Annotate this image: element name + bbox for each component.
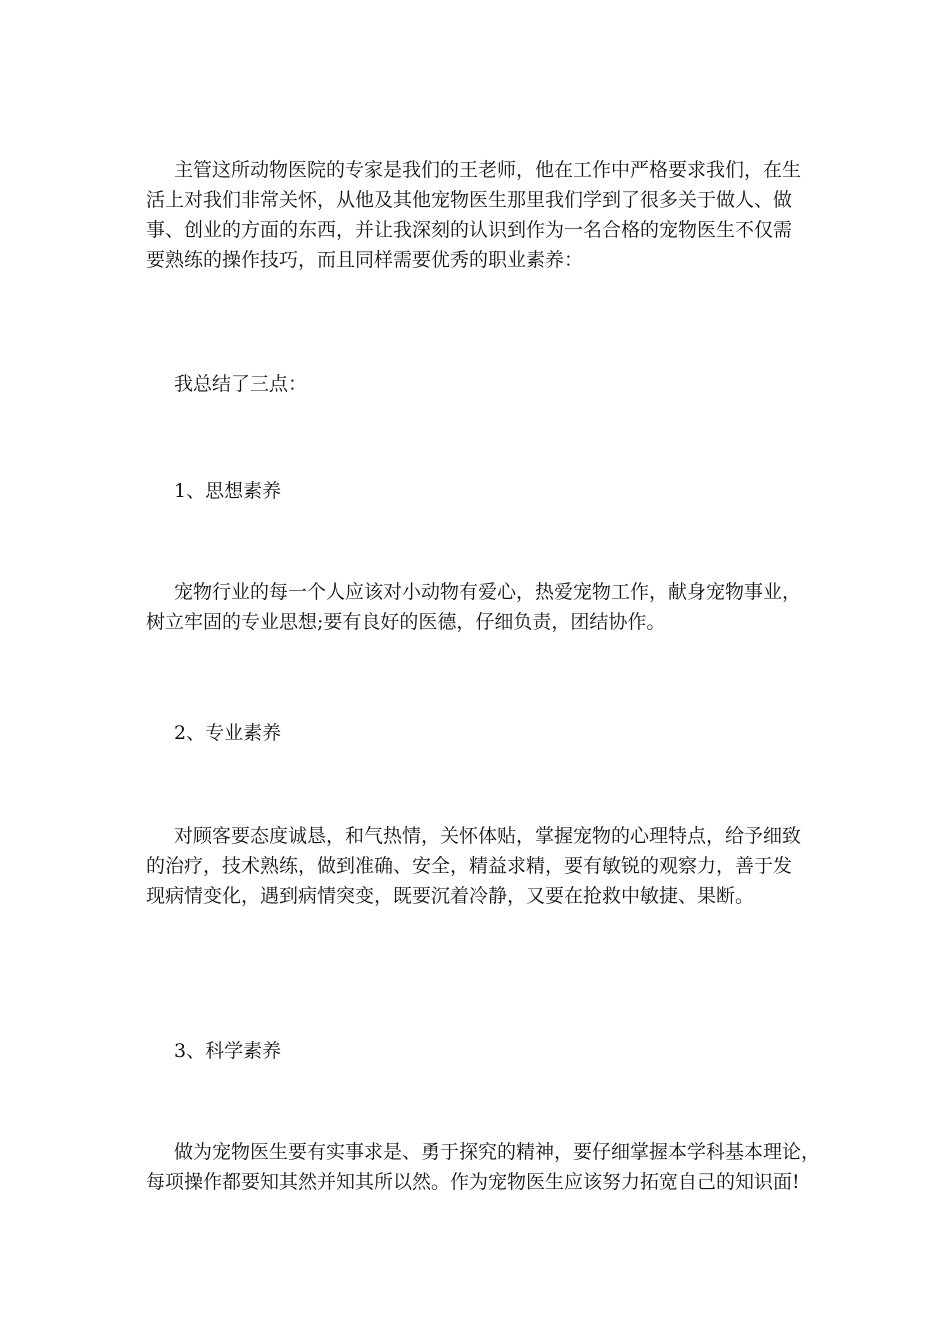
paragraph-line: 活上对我们非常关怀，从他及其他宠物医生那里我们学到了很多关于做人、做 xyxy=(146,189,793,211)
summary-paragraph xyxy=(146,369,814,399)
paragraph-line: 树立牢固的专业思想;要有良好的医德，仔细负责，团结协作。 xyxy=(146,611,666,633)
section-heading-text: 3、科学素养 xyxy=(174,1040,282,1062)
section-heading-1 xyxy=(146,476,814,506)
paragraph-line: 做为宠物医生要有实事求是、勇于探究的精神，要仔细掌握本学科基本理论， xyxy=(174,1141,821,1163)
summary-text: 我总结了三点： xyxy=(174,373,308,395)
paragraph-line: 对顾客要态度诚恳，和气热情，关怀体贴，掌握宠物的心理特点，给予细致 xyxy=(174,825,802,847)
paragraph-line: 主管这所动物医院的专家是我们的王老师，他在工作中严格要求我们，在生 xyxy=(174,159,802,181)
section-heading-3 xyxy=(146,1036,814,1066)
section-body-3 xyxy=(146,1137,821,1197)
paragraph-line: 现病情变化，遇到病情突变，既要沉着冷静，又要在抢救中敏捷、果断。 xyxy=(146,885,755,907)
section-heading-text: 1、思想素养 xyxy=(174,480,282,502)
section-heading-2 xyxy=(146,718,814,748)
section-heading-text: 2、专业素养 xyxy=(174,722,282,744)
intro-paragraph xyxy=(146,155,814,275)
paragraph-line: 事、创业的方面的东西，并让我深刻的认识到作为一名合格的宠物医生不仅需 xyxy=(146,219,793,241)
section-body-1 xyxy=(146,577,814,637)
paragraph-line: 要熟练的操作技巧，而且同样需要优秀的职业素养： xyxy=(146,249,584,271)
section-body-2 xyxy=(146,821,814,911)
paragraph-line: 宠物行业的每一个人应该对小动物有爱心，热爱宠物工作，献身宠物事业， xyxy=(174,581,802,603)
paragraph-line: 每项操作都要知其然并知其所以然。作为宠物医生应该努力拓宽自己的知识面! xyxy=(146,1171,800,1193)
paragraph-line: 的治疗，技术熟练，做到准确、安全，精益求精，要有敏锐的观察力，善于发 xyxy=(146,855,793,877)
